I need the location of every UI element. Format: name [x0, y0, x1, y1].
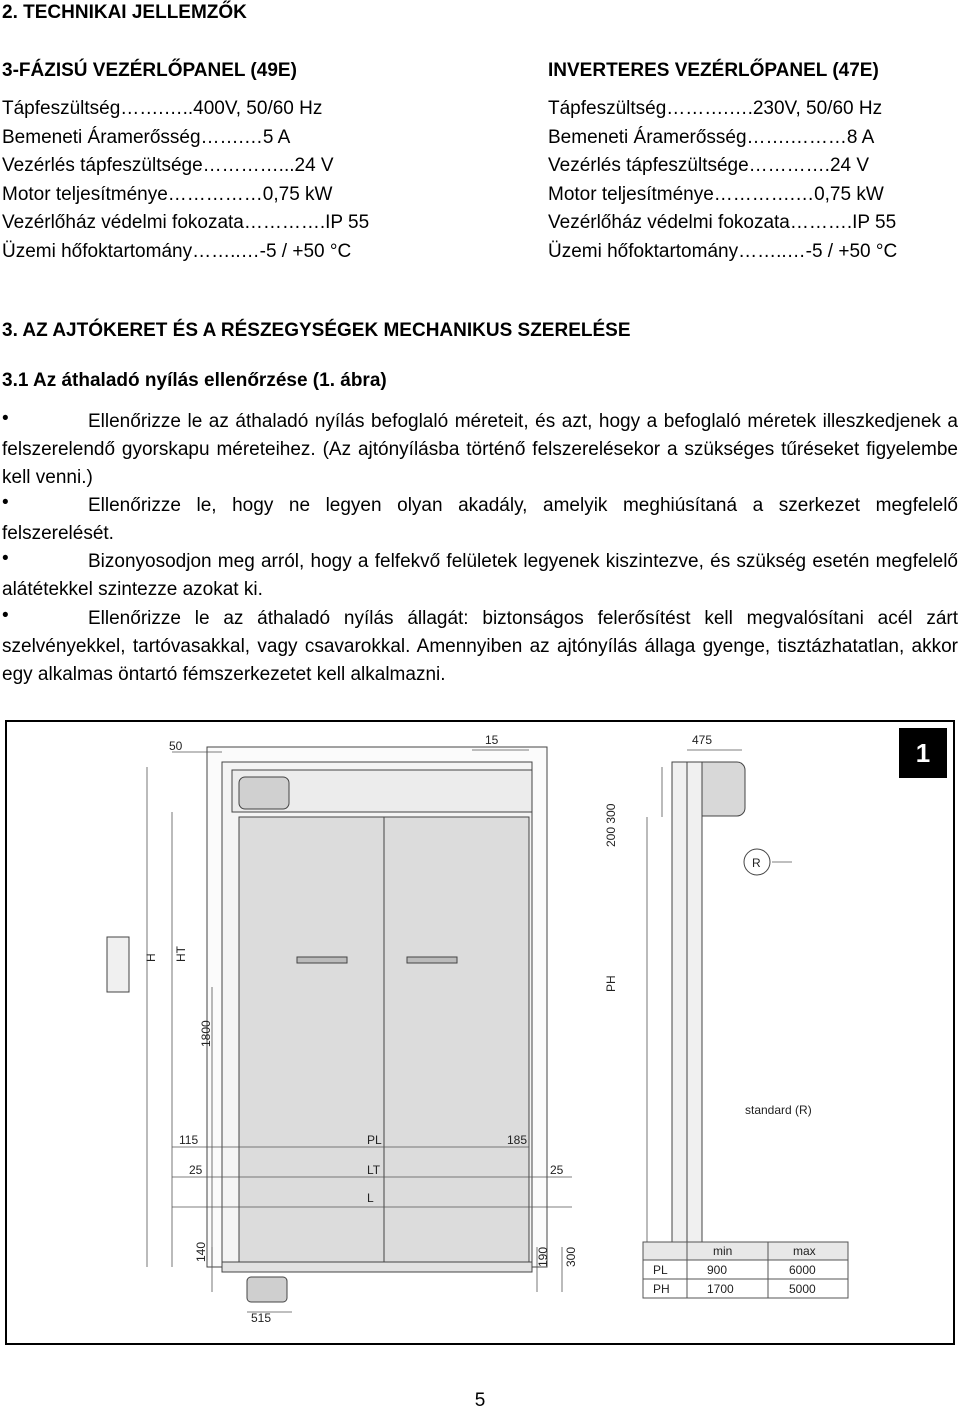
bullet-mark: • [2, 408, 9, 429]
spec-line: Vezérlés tápfeszültsége…………...24 V [2, 155, 334, 176]
section-2-heading: 2. TECHNIKAI JELLEMZŐK [2, 2, 247, 23]
panel-3phase-specs [2, 95, 369, 266]
spec-line: Vezérlés tápfeszültsége………….24 V [548, 155, 870, 176]
section-3-1-heading: 3.1 Az áthaladó nyílás ellenőrzése (1. ábra) [2, 370, 387, 391]
table-header-min: min [713, 1244, 733, 1258]
bullet-mark: • [2, 492, 9, 513]
spec-line: Tápfeszültség……….….230V, 50/60 Hz [548, 98, 883, 119]
dim-475: 475 [692, 733, 713, 747]
table-cell: 6000 [789, 1263, 816, 1277]
spec-line: Motor teljesítménye………….…0,75 kW [548, 183, 884, 205]
spec-line: Vezérlőház védelmi fokozata………….IP 55 [2, 212, 370, 233]
dim-HT: HT [174, 946, 188, 962]
panel-inverter-specs [548, 95, 897, 266]
bullet-paragraph: Bizonyosodjon meg arról, hogy a felfekvő felületek legyenek kiszintezve, és szükség esetén megfelelő alátétekkel szintezze azokat ki. [2, 551, 958, 600]
dim-140: 140 [194, 1241, 208, 1262]
spec-line: Bemeneti Áramerősség…….…5 A [2, 126, 291, 148]
dim-50: 50 [169, 739, 183, 753]
panel-3phase-title: 3-FÁZISÚ VEZÉRLŐPANEL (49E) [2, 60, 297, 81]
technical-drawing [7, 722, 953, 1343]
bullet-paragraph: Ellenőrizze le az áthaladó nyílás befoglaló méreteit, és azt, hogy a befoglaló méretek illeszkedjenek a felszerelendő gyorskapu méreteihez. (Az ajtónyílásba történő felszerelésekor a szükséges tűréseket figyelembe kell venni.) [2, 411, 958, 488]
dim-185: 185 [507, 1133, 528, 1147]
table-cell: 900 [707, 1263, 728, 1277]
dim-190: 190 [536, 1246, 550, 1267]
dim-1800: 1800 [199, 1020, 213, 1047]
bullet-mark: • [2, 605, 9, 626]
dim-LT: LT [367, 1163, 381, 1177]
figure-number-badge: 1 [899, 728, 947, 778]
spec-line: Tápfeszültség…….…..400V, 50/60 Hz [2, 98, 323, 119]
table-cell: PH [653, 1282, 670, 1296]
dim-25b: 25 [550, 1163, 564, 1177]
bullet-paragraph: Ellenőrizze le, hogy ne legyen olyan akadály, amelyik meghiúsítaná a szerkezet megfelelő felszerelését. [2, 495, 958, 544]
dim-PL: PL [367, 1133, 382, 1147]
table-cell: 5000 [789, 1282, 816, 1296]
spec-line: Üzemi hőfoktartomány……..…-5 / +50 °C [2, 240, 352, 262]
page-number: 5 [474, 1390, 486, 1411]
dim-115: 115 [179, 1133, 199, 1147]
dim-R: R [752, 856, 761, 870]
panel-inverter-title: INVERTERES VEZÉRLŐPANEL (47E) [548, 60, 879, 81]
table-cell: 1700 [707, 1282, 734, 1296]
bullet-mark: • [2, 548, 9, 569]
label-standard: standard (R) [745, 1103, 812, 1117]
dim-200-300: 200 300 [604, 803, 618, 847]
figure-door-drawing [5, 720, 955, 1345]
spec-line: Üzemi hőfoktartomány……..…-5 / +50 °C [548, 240, 898, 262]
minmax-table [643, 1242, 848, 1298]
dim-L: L [367, 1191, 374, 1205]
bullet-paragraph: Ellenőrizze le az áthaladó nyílás állagát: biztonságos felerősítést kell megvalósítani acél zárt szelvényekkel, tartóvasakkal, vagy csavarokkal. Amennyiben az ajtónyílás állaga gyenge, tisztázhatatlan, akkor egy alkalmas öntartó fémszerkezetet kell alkalmazni. [2, 608, 958, 685]
spec-line: Vezérlőház védelmi fokozata……….IP 55 [548, 212, 897, 233]
dim-PH: PH [604, 975, 618, 992]
dim-15: 15 [485, 733, 499, 747]
table-cell: PL [653, 1263, 668, 1277]
dim-H: H [144, 953, 158, 962]
table-header-max: max [793, 1244, 816, 1258]
dim-515: 515 [251, 1311, 272, 1325]
dim-25a: 25 [189, 1163, 203, 1177]
dim-300: 300 [564, 1246, 578, 1267]
spec-line: Bemeneti Áramerősség…….………8 A [548, 126, 875, 148]
section-3-heading: 3. AZ AJTÓKERET ÉS A RÉSZEGYSÉGEK MECHANIKUS SZERELÉSE [2, 320, 631, 341]
spec-line: Motor teljesítménye……………0,75 kW [2, 183, 333, 205]
